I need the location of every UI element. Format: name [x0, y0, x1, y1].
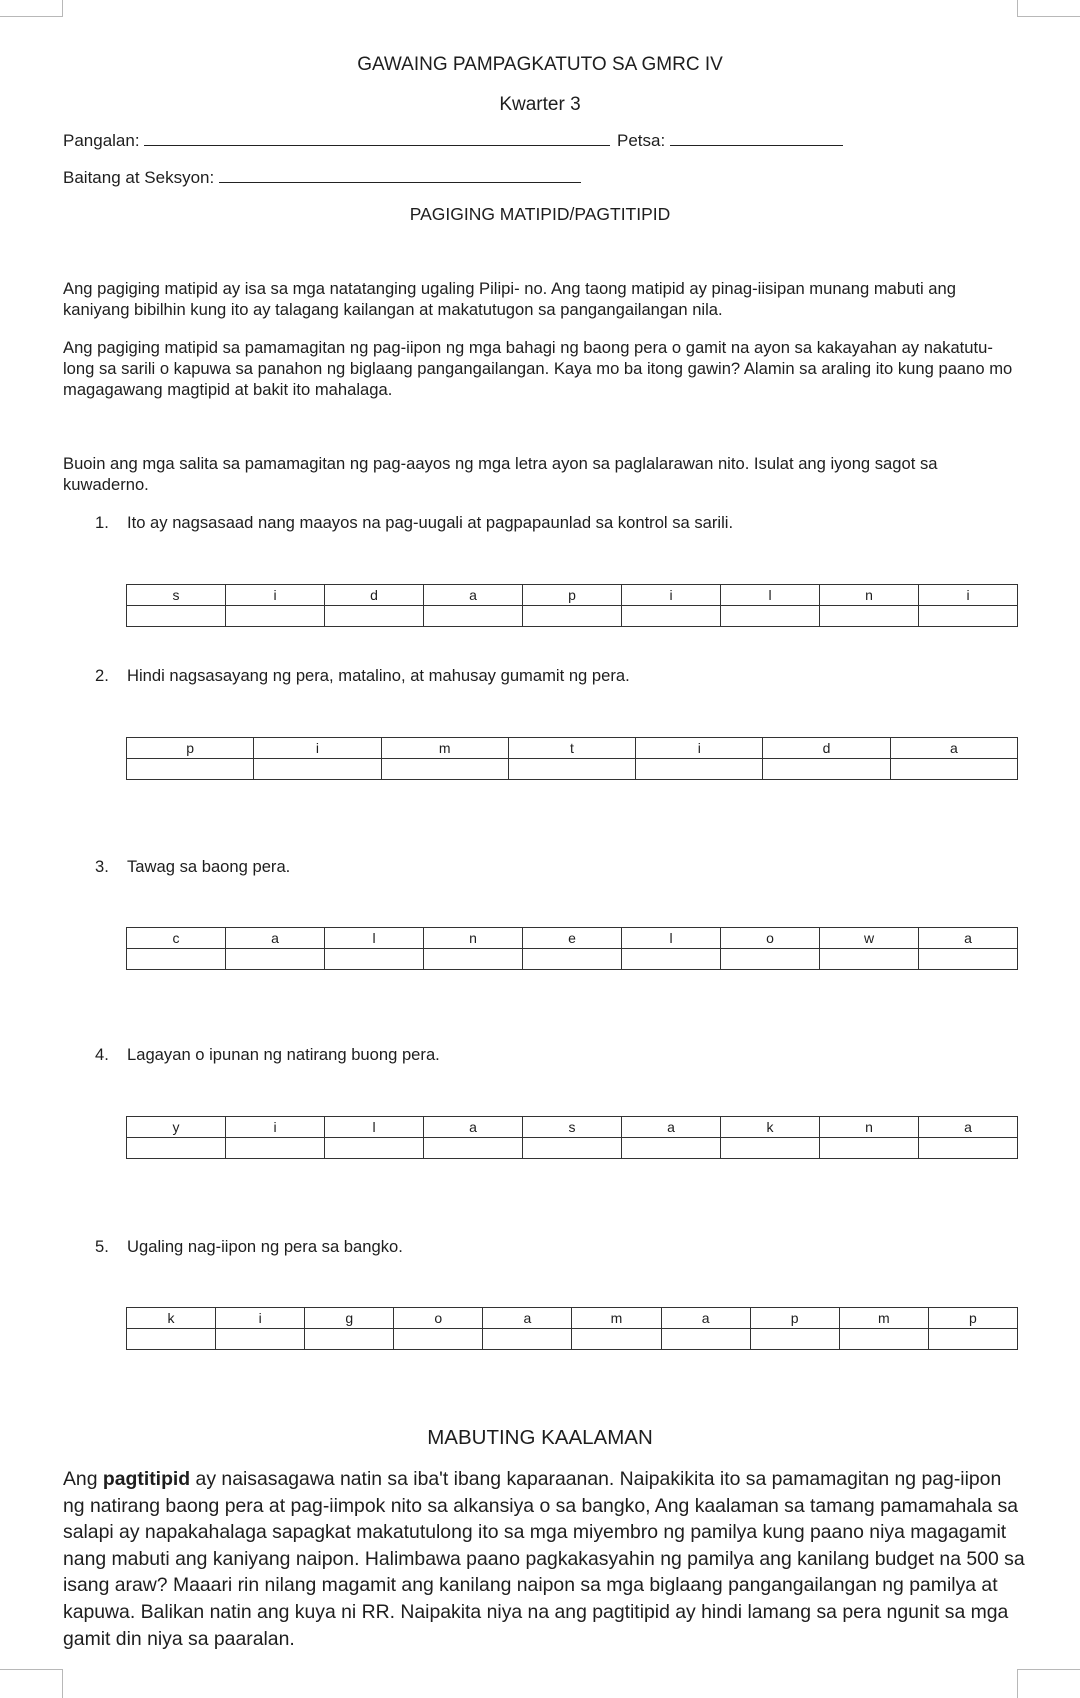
letter-cell: n: [424, 928, 523, 949]
answer-cell[interactable]: [919, 1138, 1018, 1159]
answer-cell[interactable]: [127, 1329, 216, 1350]
answer-row: [127, 1329, 1018, 1350]
answer-cell[interactable]: [839, 1329, 928, 1350]
question-clue: Ugaling nag-iipon ng pera sa bangko.: [127, 1237, 403, 1256]
intro-paragraph-2: Ang pagiging matipid sa pamamagitan ng pag-iipon ng mga bahagi ng baong pera o gamit na ayon sa kakayahan ay nakatutu- long sa sarili o kapuwa sa panahon ng biglaang pangangailangan. Kaya mo ba itong gawin? Alamin sa araling ito kung paano mo magagawang magtipid at bakit ito mahalaga.: [63, 338, 1013, 399]
letter-cell: o: [394, 1308, 483, 1329]
scrambled-letters-row: [127, 928, 1018, 949]
question-clue: Ito ay nagsasaad nang maayos na pag-uugali at pagpapaunlad sa kontrol sa sarili.: [127, 513, 734, 532]
crop-mark-top-right: [1017, 0, 1080, 17]
answer-row: [127, 1138, 1018, 1159]
letter-cell: y: [127, 1117, 226, 1138]
letter-cell: a: [226, 928, 325, 949]
knowledge-text: ay naisasagawa natin sa iba't ibang kaparaanan. Naipakikita ito sa pamamagitan ng pag-iipon ng natirang baong pera at pag-iimpok nito sa alkansiya o sa bangko, Ang kaalaman sa tamang pamamahala sa salapi ay napakahalaga sapagkat makatutulong ito sa mga miyembro ng pamilya kung paano niya magagamit nang mabuti ang kaniyang naipon. Halimbawa paano pagkakasyahin ng pamilya ang kanilang budget na 500 sa isang araw? Maaari rin nilang magamit ang kanilang naipon sa mga biglaang pangangailangan ng pamilya at kapuwa. Balikan natin ang kuya ni RR. Naipakita niya na ang pagtitipid ay hindi lamang sa pera ngunit sa mga gamit din niya sa paaralan.: [63, 1468, 1025, 1650]
date-blank[interactable]: [670, 144, 843, 146]
lesson-topic: PAGIGING MATIPID/PAGTITIPID: [409, 204, 671, 224]
answer-cell[interactable]: [226, 606, 325, 627]
letter-cell: o: [721, 928, 820, 949]
question-clue: Hindi nagsasayang ng pera, matalino, at mahusay gumamit ng pera.: [127, 666, 630, 685]
answer-cell[interactable]: [381, 759, 508, 780]
answer-row: [127, 949, 1018, 970]
letter-cell: i: [919, 585, 1018, 606]
letter-cell: l: [721, 585, 820, 606]
instructions-paragraph: Buoin ang mga salita sa pamamagitan ng pag-aayos ng mga letra ayon sa paglalarawan nito. Isulat ang iyong sagot sa kuwaderno.: [63, 454, 938, 494]
letter-cell: p: [928, 1308, 1017, 1329]
letter-cell: a: [483, 1308, 572, 1329]
answer-cell[interactable]: [622, 949, 721, 970]
letter-cell: i: [226, 1117, 325, 1138]
answer-row: [127, 759, 1018, 780]
grade-section-field: [63, 168, 581, 188]
letter-grid-2: [126, 737, 1018, 780]
grade-section-blank[interactable]: [219, 181, 581, 183]
answer-cell[interactable]: [928, 1329, 1017, 1350]
answer-cell[interactable]: [919, 949, 1018, 970]
letter-cell: n: [820, 585, 919, 606]
question-number: 1.: [95, 513, 109, 532]
letter-cell: m: [572, 1308, 661, 1329]
answer-cell[interactable]: [424, 949, 523, 970]
letter-cell: a: [661, 1308, 750, 1329]
scrambled-letters-row: [127, 1117, 1018, 1138]
name-field: [63, 131, 610, 151]
answer-cell[interactable]: [763, 759, 890, 780]
scrambled-letters-row: [127, 585, 1018, 606]
letter-cell: d: [325, 585, 424, 606]
letter-grid-4: [126, 1116, 1018, 1159]
letter-cell: p: [750, 1308, 839, 1329]
letter-grid-5: [126, 1307, 1018, 1350]
letter-cell: a: [890, 738, 1017, 759]
date-field: [617, 131, 843, 151]
answer-cell[interactable]: [820, 1138, 919, 1159]
question-1: [95, 513, 733, 533]
answer-cell[interactable]: [572, 1329, 661, 1350]
question-number: 5.: [95, 1237, 109, 1256]
question-clue: Tawag sa baong pera.: [127, 857, 291, 876]
name-blank[interactable]: [144, 144, 610, 146]
answer-cell[interactable]: [508, 759, 635, 780]
question-4: [95, 1045, 440, 1065]
letter-grid-1: [126, 584, 1018, 627]
answer-cell[interactable]: [721, 606, 820, 627]
knowledge-bold-word: pagtitipid: [102, 1468, 191, 1490]
letter-cell: m: [381, 738, 508, 759]
letter-cell: l: [325, 928, 424, 949]
question-number: 2.: [95, 666, 109, 685]
date-label: Petsa:: [617, 131, 666, 150]
answer-cell[interactable]: [661, 1329, 750, 1350]
answer-cell[interactable]: [127, 759, 254, 780]
answer-cell[interactable]: [820, 606, 919, 627]
question-number: 3.: [95, 857, 109, 876]
scrambled-letters-row: [127, 1308, 1018, 1329]
crop-mark-bottom-right: [1017, 1669, 1080, 1698]
answer-cell[interactable]: [622, 1138, 721, 1159]
knowledge-paragraph: [63, 1466, 1025, 1652]
letter-cell: l: [325, 1117, 424, 1138]
answer-cell[interactable]: [721, 1138, 820, 1159]
letter-cell: c: [127, 928, 226, 949]
question-5: [95, 1237, 403, 1257]
answer-cell[interactable]: [721, 949, 820, 970]
letter-cell: i: [254, 738, 381, 759]
knowledge-title: MABUTING KAALAMAN: [427, 1426, 653, 1449]
letter-cell: n: [820, 1117, 919, 1138]
question-2: [95, 666, 630, 686]
answer-cell[interactable]: [523, 1138, 622, 1159]
answer-cell[interactable]: [622, 606, 721, 627]
question-3: [95, 857, 290, 877]
letter-cell: k: [127, 1308, 216, 1329]
letter-cell: e: [523, 928, 622, 949]
answer-cell[interactable]: [226, 949, 325, 970]
letter-cell: s: [127, 585, 226, 606]
letter-cell: i: [636, 738, 763, 759]
answer-cell[interactable]: [325, 606, 424, 627]
name-label: Pangalan:: [63, 131, 140, 150]
letter-cell: w: [820, 928, 919, 949]
letter-cell: g: [305, 1308, 394, 1329]
letter-cell: s: [523, 1117, 622, 1138]
answer-cell[interactable]: [424, 1138, 523, 1159]
answer-cell[interactable]: [483, 1329, 572, 1350]
letter-cell: a: [622, 1117, 721, 1138]
answer-cell[interactable]: [636, 759, 763, 780]
answer-row: [127, 606, 1018, 627]
answer-cell[interactable]: [226, 1138, 325, 1159]
knowledge-lead: Ang: [63, 1468, 98, 1490]
answer-cell[interactable]: [890, 759, 1017, 780]
answer-cell[interactable]: [127, 1138, 226, 1159]
answer-cell[interactable]: [216, 1329, 305, 1350]
answer-cell[interactable]: [523, 606, 622, 627]
quarter-label: Kwarter 3: [499, 94, 581, 115]
answer-cell[interactable]: [325, 1138, 424, 1159]
letter-cell: p: [127, 738, 254, 759]
letter-cell: i: [622, 585, 721, 606]
grade-section-label: Baitang at Seksyon:: [63, 168, 215, 187]
answer-cell[interactable]: [127, 606, 226, 627]
intro-paragraph-1: Ang pagiging matipid ay isa sa mga natatanging ugaling Pilipi- no. Ang taong matipid ay pinag-iisipan munang mabuti ang kaniyang bibilhin kung ito ay talagang kailangan at makatutugon sa pangangailangan nila.: [63, 279, 956, 319]
letter-cell: a: [424, 585, 523, 606]
letter-cell: i: [226, 585, 325, 606]
letter-cell: a: [919, 928, 1018, 949]
answer-cell[interactable]: [424, 606, 523, 627]
letter-cell: p: [523, 585, 622, 606]
letter-cell: a: [919, 1117, 1018, 1138]
letter-cell: d: [763, 738, 890, 759]
letter-cell: t: [508, 738, 635, 759]
scrambled-letters-row: [127, 738, 1018, 759]
answer-cell[interactable]: [523, 949, 622, 970]
crop-mark-top-left: [0, 0, 63, 17]
letter-cell: l: [622, 928, 721, 949]
answer-cell[interactable]: [325, 949, 424, 970]
answer-cell[interactable]: [127, 949, 226, 970]
question-clue: Lagayan o ipunan ng natirang buong pera.: [127, 1045, 440, 1064]
letter-grid-3: [126, 927, 1018, 970]
answer-cell[interactable]: [750, 1329, 839, 1350]
answer-cell[interactable]: [394, 1329, 483, 1350]
letter-cell: i: [216, 1308, 305, 1329]
letter-cell: a: [424, 1117, 523, 1138]
question-number: 4.: [95, 1045, 109, 1064]
answer-cell[interactable]: [254, 759, 381, 780]
letter-cell: k: [721, 1117, 820, 1138]
answer-cell[interactable]: [820, 949, 919, 970]
crop-mark-bottom-left: [0, 1669, 63, 1698]
worksheet-title: GAWAING PAMPAGKATUTO SA GMRC IV: [357, 54, 723, 75]
letter-cell: m: [839, 1308, 928, 1329]
answer-cell[interactable]: [305, 1329, 394, 1350]
answer-cell[interactable]: [919, 606, 1018, 627]
